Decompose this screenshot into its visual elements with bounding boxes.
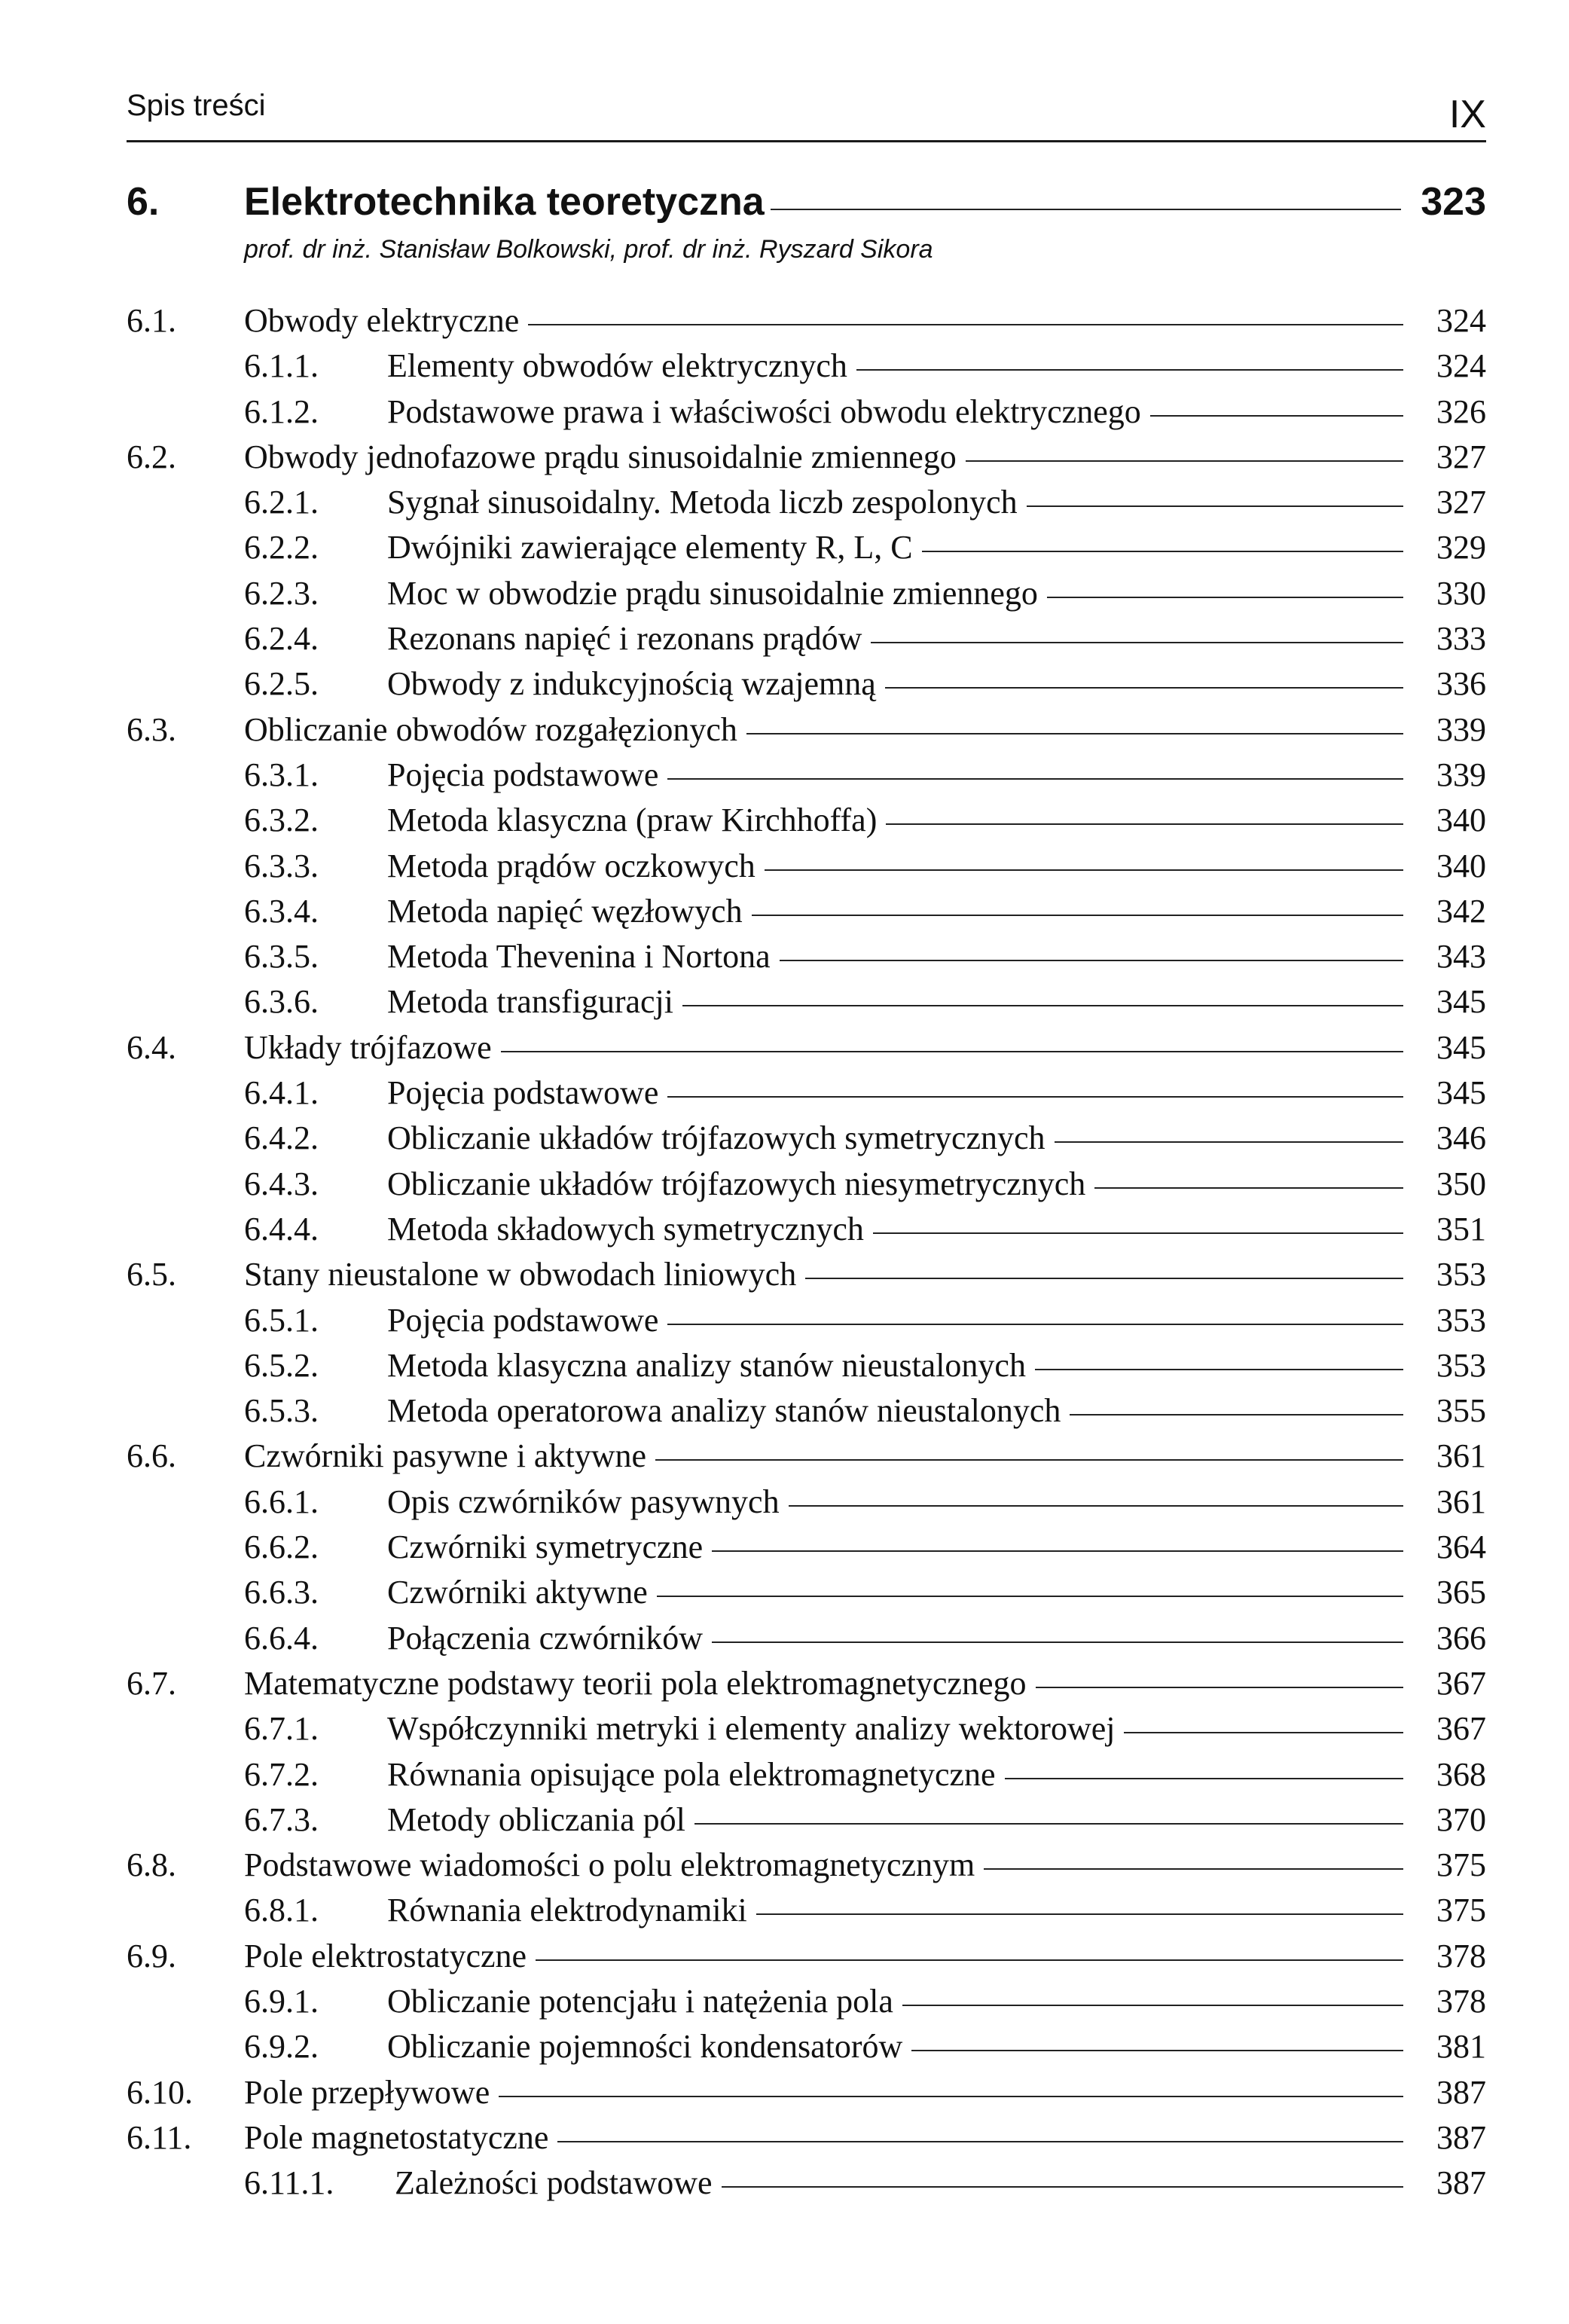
- toc-section-entry: [127, 1255, 1486, 1300]
- toc-subsection-entry: [127, 1119, 1486, 1164]
- toc-subsection-entry: [127, 1165, 1486, 1210]
- toc-leader-line: [499, 2096, 1403, 2097]
- toc-subsection-entry: [127, 574, 1486, 619]
- toc-entry-number: 6.8.: [127, 1846, 176, 1884]
- toc-entry-title: Pole magnetostatyczne: [244, 2118, 549, 2156]
- toc-subsection-entry: [127, 1619, 1486, 1664]
- toc-entry-page: 346: [1436, 1119, 1486, 1157]
- toc-subsection-entry: [127, 1073, 1486, 1119]
- toc-entry-title: Metoda operatorowa analizy stanów nieustalonych: [387, 1392, 1061, 1430]
- toc-section-entry: [127, 1664, 1486, 1709]
- table-of-contents: [127, 301, 1486, 2209]
- toc-entry-title: Obwody z indukcyjnością wzajemną: [387, 665, 876, 703]
- toc-subsection-entry: [127, 801, 1486, 846]
- toc-subsection-entry: [127, 1301, 1486, 1346]
- toc-entry-page: 340: [1436, 847, 1486, 884]
- toc-entry-title: Metoda prądów oczkowych: [387, 847, 756, 884]
- toc-entry-title: Obliczanie potencjału i natężenia pola: [387, 1982, 893, 2020]
- toc-entry-title: Metoda napięć węzłowych: [387, 892, 743, 930]
- toc-leader-line: [667, 1324, 1403, 1325]
- toc-subsection-entry: [127, 619, 1486, 664]
- toc-entry-title: Opis czwórników pasywnych: [387, 1483, 780, 1520]
- toc-entry-number: 6.3.: [127, 710, 176, 748]
- toc-leader-line: [966, 460, 1403, 462]
- toc-leader-line: [765, 869, 1403, 871]
- toc-entry-page: 345: [1436, 1028, 1486, 1066]
- toc-leader-line: [712, 1550, 1403, 1552]
- toc-entry-number: 6.6.1.: [244, 1483, 319, 1520]
- toc-entry-title: Stany nieustalone w obwodach liniowych: [244, 1256, 797, 1293]
- toc-section-entry: [127, 301, 1486, 347]
- page-header: [127, 83, 1486, 142]
- toc-subsection-entry: [127, 1391, 1486, 1437]
- toc-entry-number: 6.8.1.: [244, 1892, 319, 1929]
- toc-subsection-entry: [127, 528, 1486, 573]
- toc-entry-page: 378: [1436, 1937, 1486, 1974]
- toc-entry-page: 367: [1436, 1710, 1486, 1748]
- toc-entry-title: Obliczanie obwodów rozgałęzionych: [244, 710, 737, 748]
- toc-entry-number: 6.2.: [127, 438, 176, 475]
- running-title: Spis treści: [127, 89, 266, 122]
- toc-entry-title: Matematyczne podstawy teorii pola elektromagnetycznego: [244, 1664, 1027, 1702]
- toc-entry-number: 6.3.1.: [244, 756, 319, 793]
- toc-entry-page: 361: [1436, 1437, 1486, 1475]
- toc-entry-title: Podstawowe wiadomości o polu elektromagnetycznym: [244, 1846, 975, 1884]
- toc-leader-line: [712, 1641, 1403, 1643]
- toc-entry-number: 6.7.1.: [244, 1710, 319, 1748]
- toc-entry-number: 6.2.4.: [244, 620, 319, 658]
- toc-leader-line: [756, 1913, 1403, 1915]
- toc-entry-title: Czwórniki symetryczne: [387, 1528, 704, 1566]
- toc-entry-number: 6.4.4.: [244, 1210, 319, 1248]
- toc-entry-title: Moc w obwodzie prądu sinusoidalnie zmiennego: [387, 574, 1038, 612]
- toc-subsection-entry: [127, 756, 1486, 801]
- toc-leader-line: [984, 1868, 1403, 1870]
- toc-leader-line: [789, 1505, 1403, 1507]
- chapter-row: [127, 179, 1486, 228]
- chapter-heading: [127, 179, 1486, 264]
- toc-entry-title: Równania opisujące pola elektromagnetyczne: [387, 1755, 996, 1793]
- toc-subsection-entry: [127, 347, 1486, 392]
- toc-entry-page: 387: [1436, 2164, 1486, 2202]
- toc-entry-page: 361: [1436, 1483, 1486, 1520]
- toc-entry-number: 6.4.: [127, 1028, 176, 1066]
- toc-entry-title: Czwórniki aktywne: [387, 1574, 648, 1611]
- toc-entry-title: Metoda składowych symetrycznych: [387, 1210, 864, 1248]
- toc-entry-title: Obliczanie układów trójfazowych symetrycznych: [387, 1119, 1045, 1157]
- toc-entry-number: 6.7.3.: [244, 1800, 319, 1838]
- toc-leader-line: [873, 1232, 1403, 1234]
- toc-entry-title: Sygnał sinusoidalny. Metoda liczb zespolonych: [387, 484, 1018, 521]
- toc-entry-title: Metoda klasyczna analizy stanów nieustalonych: [387, 1346, 1026, 1384]
- toc-entry-page: 330: [1436, 574, 1486, 612]
- toc-section-entry: [127, 1028, 1486, 1073]
- toc-leader-line: [682, 1005, 1403, 1006]
- toc-entry-number: 6.5.3.: [244, 1392, 319, 1430]
- toc-entry-number: 6.3.4.: [244, 892, 319, 930]
- toc-entry-page: 327: [1436, 438, 1486, 475]
- toc-leader-line: [667, 1096, 1403, 1098]
- toc-entry-page: 350: [1436, 1165, 1486, 1202]
- toc-entry-page: 353: [1436, 1256, 1486, 1293]
- chapter-leader-line: [771, 209, 1402, 210]
- toc-entry-number: 6.6.4.: [244, 1619, 319, 1657]
- toc-entry-number: 6.2.1.: [244, 484, 319, 521]
- toc-entry-number: 6.9.2.: [244, 2028, 319, 2066]
- toc-entry-title: Zależności podstawowe: [395, 2164, 713, 2202]
- toc-entry-number: 6.3.6.: [244, 983, 319, 1021]
- toc-entry-page: 368: [1436, 1755, 1486, 1793]
- toc-entry-page: 327: [1436, 484, 1486, 521]
- toc-subsection-entry: [127, 1528, 1486, 1573]
- toc-entry-number: 6.9.: [127, 1937, 176, 1974]
- toc-entry-page: 366: [1436, 1619, 1486, 1657]
- toc-subsection-entry: [127, 937, 1486, 982]
- toc-entry-title: Pole przepływowe: [244, 2073, 490, 2111]
- toc-entry-page: 345: [1436, 983, 1486, 1021]
- toc-entry-page: 345: [1436, 1074, 1486, 1112]
- toc-entry-number: 6.11.: [127, 2118, 192, 2156]
- toc-entry-page: 340: [1436, 802, 1486, 839]
- toc-entry-title: Równania elektrodynamiki: [387, 1892, 747, 1929]
- toc-entry-number: 6.3.2.: [244, 802, 319, 839]
- toc-entry-title: Metoda transfiguracji: [387, 983, 673, 1021]
- toc-subsection-entry: [127, 2164, 1486, 2209]
- toc-entry-page: 370: [1436, 1800, 1486, 1838]
- toc-leader-line: [694, 1823, 1403, 1825]
- toc-entry-page: 355: [1436, 1392, 1486, 1430]
- toc-entry-number: 6.3.3.: [244, 847, 319, 884]
- toc-entry-number: 6.1.2.: [244, 392, 319, 430]
- toc-leader-line: [1094, 1187, 1403, 1189]
- toc-entry-page: 324: [1436, 347, 1486, 385]
- toc-leader-line: [528, 324, 1403, 325]
- toc-entry-number: 6.5.2.: [244, 1346, 319, 1384]
- toc-entry-number: 6.3.5.: [244, 938, 319, 976]
- toc-leader-line: [1047, 597, 1403, 598]
- toc-entry-title: Układy trójfazowe: [244, 1028, 492, 1066]
- toc-entry-title: Podstawowe prawa i właściwości obwodu elektrycznego: [387, 392, 1141, 430]
- toc-leader-line: [805, 1278, 1403, 1279]
- toc-leader-line: [1035, 1369, 1403, 1370]
- toc-subsection-entry: [127, 892, 1486, 937]
- toc-entry-number: 6.1.: [127, 302, 176, 339]
- toc-entry-title: Elementy obwodów elektrycznych: [387, 347, 847, 385]
- toc-entry-title: Rezonans napięć i rezonans prądów: [387, 620, 862, 658]
- toc-leader-line: [922, 551, 1403, 552]
- toc-leader-line: [667, 778, 1403, 780]
- toc-entry-page: 336: [1436, 665, 1486, 703]
- toc-entry-title: Metoda klasyczna (praw Kirchhoffa): [387, 802, 878, 839]
- toc-subsection-entry: [127, 1982, 1486, 2027]
- toc-entry-number: 6.11.1.: [244, 2164, 334, 2202]
- toc-leader-line: [780, 960, 1403, 961]
- toc-entry-page: 381: [1436, 2028, 1486, 2066]
- toc-section-entry: [127, 710, 1486, 756]
- toc-leader-line: [1036, 1687, 1404, 1688]
- toc-entry-title: Czwórniki pasywne i aktywne: [244, 1437, 646, 1475]
- toc-entry-page: 364: [1436, 1528, 1486, 1566]
- toc-entry-page: 329: [1436, 529, 1486, 566]
- chapter-title: Elektrotechnika teoretyczna: [244, 180, 765, 224]
- toc-entry-number: 6.7.2.: [244, 1755, 319, 1793]
- toc-entry-page: 353: [1436, 1346, 1486, 1384]
- toc-entry-number: 6.4.1.: [244, 1074, 319, 1112]
- toc-entry-page: 324: [1436, 302, 1486, 339]
- toc-entry-title: Pole elektrostatyczne: [244, 1937, 527, 1974]
- toc-entry-page: 342: [1436, 892, 1486, 930]
- toc-leader-line: [536, 1959, 1403, 1961]
- toc-entry-page: 339: [1436, 756, 1486, 793]
- toc-subsection-entry: [127, 2027, 1486, 2072]
- toc-entry-title: Metoda Thevenina i Nortona: [387, 938, 771, 976]
- toc-section-entry: [127, 1846, 1486, 1891]
- toc-entry-page: 333: [1436, 620, 1486, 658]
- toc-subsection-entry: [127, 664, 1486, 710]
- toc-entry-page: 351: [1436, 1210, 1486, 1248]
- toc-entry-number: 6.9.1.: [244, 1982, 319, 2020]
- toc-entry-number: 6.6.2.: [244, 1528, 319, 1566]
- toc-section-entry: [127, 1937, 1486, 1982]
- chapter-number: 6.: [127, 180, 160, 224]
- toc-entry-number: 6.6.: [127, 1437, 176, 1475]
- toc-leader-line: [752, 915, 1403, 916]
- toc-leader-line: [657, 1596, 1403, 1597]
- toc-leader-line: [1070, 1414, 1403, 1415]
- toc-leader-line: [722, 2186, 1403, 2188]
- toc-section-entry: [127, 1437, 1486, 1482]
- toc-entry-number: 6.2.2.: [244, 529, 319, 566]
- toc-leader-line: [885, 687, 1403, 689]
- toc-leader-line: [1055, 1141, 1403, 1143]
- toc-subsection-entry: [127, 483, 1486, 528]
- toc-leader-line: [1027, 505, 1403, 507]
- toc-entry-title: Obwody elektryczne: [244, 302, 520, 339]
- toc-entry-page: 365: [1436, 1574, 1486, 1611]
- toc-leader-line: [655, 1459, 1403, 1461]
- toc-entry-number: 6.4.2.: [244, 1119, 319, 1157]
- toc-leader-line: [902, 2005, 1403, 2006]
- toc-entry-number: 6.2.3.: [244, 574, 319, 612]
- toc-entry-title: Obliczanie pojemności kondensatorów: [387, 2028, 903, 2066]
- toc-leader-line: [911, 2050, 1403, 2051]
- toc-subsection-entry: [127, 1755, 1486, 1800]
- toc-entry-title: Pojęcia podstawowe: [387, 1301, 659, 1339]
- toc-leader-line: [1005, 1778, 1403, 1779]
- toc-leader-line: [501, 1051, 1403, 1052]
- toc-entry-page: 378: [1436, 1982, 1486, 2020]
- toc-entry-page: 353: [1436, 1301, 1486, 1339]
- toc-entry-title: Dwójniki zawierające elementy R, L, C: [387, 529, 913, 566]
- toc-subsection-entry: [127, 847, 1486, 892]
- toc-leader-line: [746, 733, 1403, 734]
- toc-entry-title: Pojęcia podstawowe: [387, 756, 659, 793]
- toc-leader-line: [886, 823, 1403, 825]
- toc-leader-line: [856, 369, 1403, 371]
- toc-entry-number: 6.10.: [127, 2073, 193, 2111]
- toc-entry-number: 6.6.3.: [244, 1574, 319, 1611]
- toc-entry-title: Połączenia czwórników: [387, 1619, 704, 1657]
- toc-entry-title: Obwody jednofazowe prądu sinusoidalnie zmiennego: [244, 438, 957, 475]
- toc-entry-page: 367: [1436, 1664, 1486, 1702]
- toc-leader-line: [1124, 1732, 1403, 1733]
- chapter-page: 323: [1421, 180, 1486, 224]
- toc-entry-page: 387: [1436, 2118, 1486, 2156]
- toc-leader-line: [1150, 415, 1403, 417]
- toc-subsection-entry: [127, 1346, 1486, 1391]
- toc-entry-page: 375: [1436, 1892, 1486, 1929]
- toc-entry-number: 6.1.1.: [244, 347, 319, 385]
- toc-entry-page: 387: [1436, 2073, 1486, 2111]
- toc-leader-line: [871, 642, 1403, 643]
- toc-entry-number: 6.2.5.: [244, 665, 319, 703]
- toc-entry-title: Obliczanie układów trójfazowych niesymetrycznych: [387, 1165, 1086, 1202]
- chapter-authors: prof. dr inż. Stanisław Bolkowski, prof. dr inż. Ryszard Sikora: [244, 235, 933, 264]
- toc-subsection-entry: [127, 1800, 1486, 1846]
- toc-entry-page: 326: [1436, 392, 1486, 430]
- toc-subsection-entry: [127, 1891, 1486, 1936]
- toc-subsection-entry: [127, 1709, 1486, 1754]
- toc-section-entry: [127, 2073, 1486, 2118]
- toc-entry-page: 343: [1436, 938, 1486, 976]
- toc-section-entry: [127, 438, 1486, 483]
- toc-subsection-entry: [127, 1210, 1486, 1255]
- toc-entry-number: 6.5.: [127, 1256, 176, 1293]
- toc-entry-number: 6.7.: [127, 1664, 176, 1702]
- toc-subsection-entry: [127, 1573, 1486, 1618]
- toc-leader-line: [557, 2141, 1403, 2142]
- toc-subsection-entry: [127, 1483, 1486, 1528]
- toc-entry-title: Pojęcia podstawowe: [387, 1074, 659, 1112]
- toc-section-entry: [127, 2118, 1486, 2164]
- toc-entry-title: Współczynniki metryki i elementy analizy wektorowej: [387, 1710, 1116, 1748]
- toc-entry-page: 375: [1436, 1846, 1486, 1884]
- page-number: IX: [1448, 93, 1486, 136]
- toc-entry-page: 339: [1436, 710, 1486, 748]
- toc-entry-title: Metody obliczania pól: [387, 1800, 685, 1838]
- toc-entry-number: 6.5.1.: [244, 1301, 319, 1339]
- toc-subsection-entry: [127, 982, 1486, 1028]
- toc-entry-number: 6.4.3.: [244, 1165, 319, 1202]
- toc-subsection-entry: [127, 392, 1486, 438]
